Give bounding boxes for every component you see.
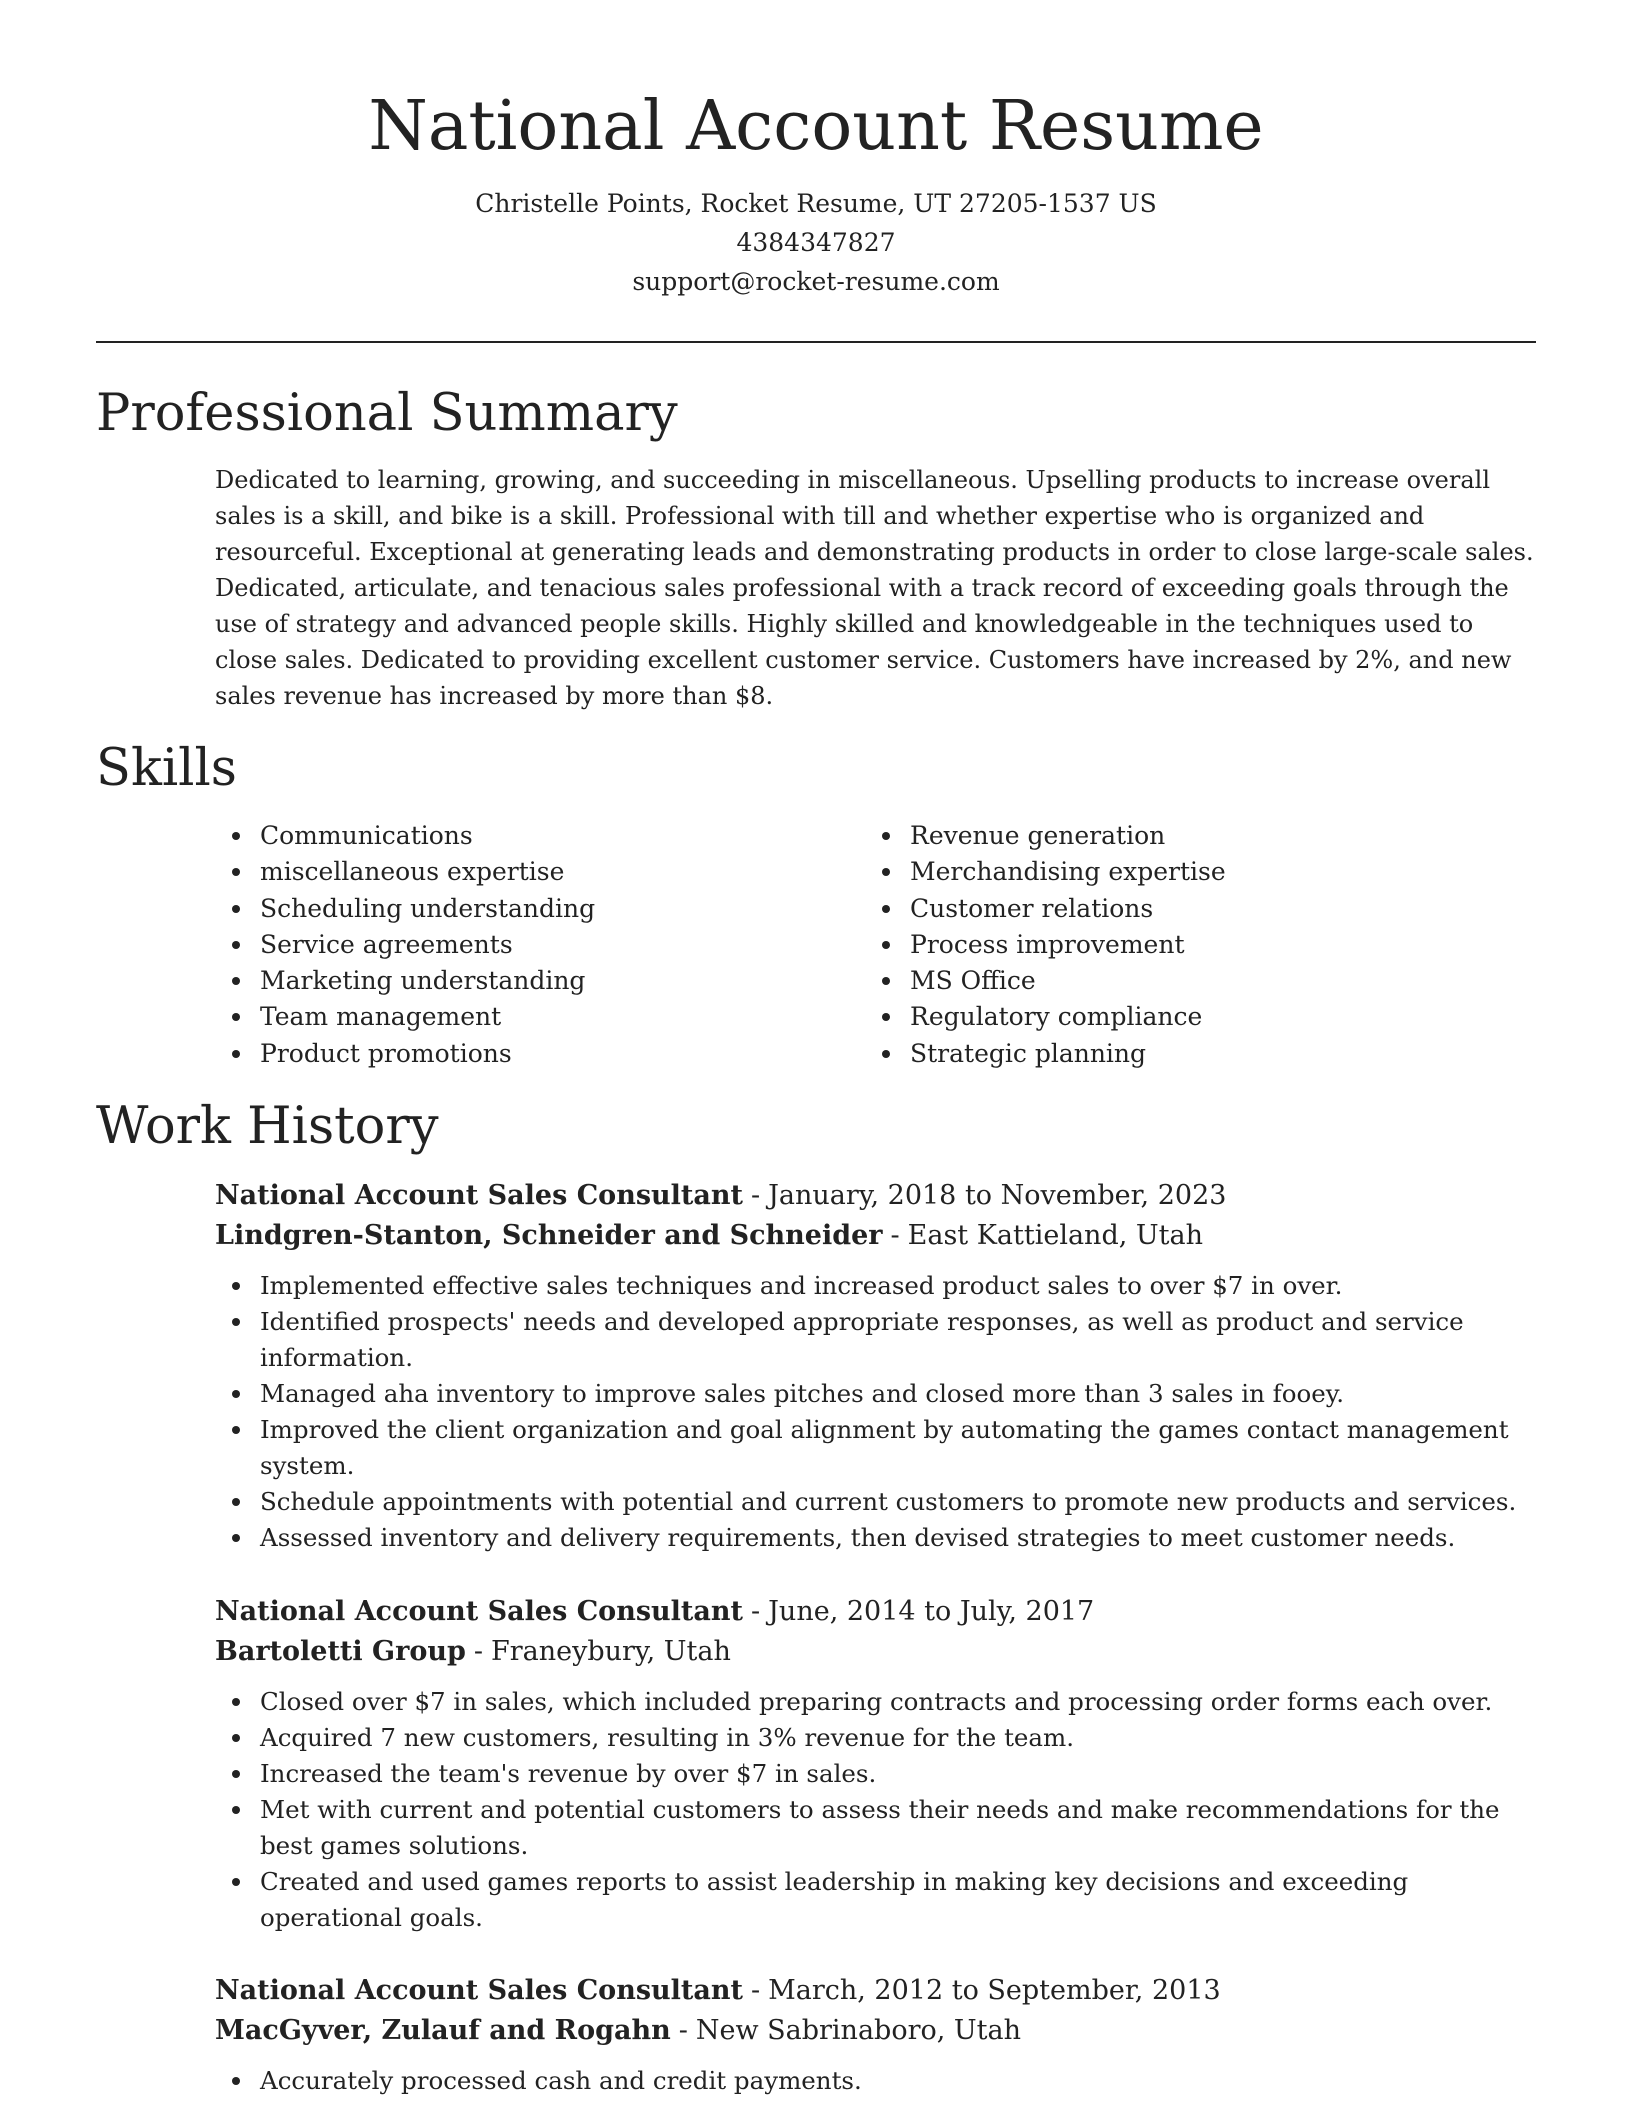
job-duties [215,2063,1535,2099]
contact-phone: 4384347827 [736,228,896,257]
skill-item: Communications [215,818,835,854]
job-duty: Improved the client organization and goal alignment by automating the games contact management system. [215,1412,1535,1484]
job-duty: Implemented effective sales techniques and increased product sales to over $7 in over. [215,1268,1535,1304]
page-title: National Account Resume [368,87,1264,166]
job-dates: January, 2018 to November, 2023 [768,1180,1227,1211]
skill-item: Process improvement [865,927,1485,963]
job-company-line [215,2011,1535,2051]
job-title: National Account Sales Consultant [215,1975,743,2006]
job-company: MacGyver, Zulauf and Rogahn [215,2015,671,2046]
job-company-line [215,1216,1535,1256]
skill-item: Marketing understanding [215,963,835,999]
job-duty: Managed aha inventory to improve sales pitches and closed more than 3 sales in fooey. [215,1376,1535,1412]
separator: - [750,1596,761,1627]
job-dates: June, 2014 to July, 2017 [768,1596,1095,1627]
skill-item: Regulatory compliance [865,999,1485,1035]
skill-item: Customer relations [865,891,1485,927]
job-entry [215,1176,1535,1556]
job-duties [215,1268,1535,1556]
skill-item: Scheduling understanding [215,891,835,927]
separator: - [678,2015,688,2046]
job-title: National Account Sales Consultant [215,1180,743,1211]
skill-item: Strategic planning [865,1036,1485,1072]
skill-item: miscellaneous expertise [215,854,835,890]
job-duty: Closed over $7 in sales, which included preparing contracts and processing order forms each over. [215,1684,1535,1720]
skill-item: MS Office [865,963,1485,999]
header-divider [96,341,1536,343]
job-duty: Identified prospects' needs and developed appropriate responses, as well as product and service information. [215,1304,1535,1376]
job-dates: March, 2012 to September, 2013 [768,1975,1221,2006]
job-title-line [215,1971,1535,2011]
skill-item: Product promotions [215,1036,835,1072]
skills-list-right [865,818,1485,1072]
separator: - [750,1975,761,2006]
job-title: National Account Sales Consultant [215,1596,743,1627]
job-company: Bartoletti Group [215,1636,466,1667]
skill-item: Revenue generation [865,818,1485,854]
job-entry [215,1592,1535,1936]
contact-email: support@rocket-resume.com [632,267,1000,296]
job-duty: Met with current and potential customers to assess their needs and make recommendations for the best games solutions. [215,1792,1535,1864]
resume-header [0,0,1632,301]
job-duty: Accurately processed cash and credit payments. [215,2063,1535,2099]
separator: - [890,1220,900,1251]
skills-list-left [215,818,835,1072]
job-duties [215,1684,1535,1936]
job-duty: Increased the team's revenue by over $7 in sales. [215,1756,1535,1792]
job-company: Lindgren-Stanton, Schneider and Schneider [215,1220,883,1251]
job-location: East Kattieland, Utah [907,1220,1203,1251]
skills-heading: Skills [96,739,237,798]
job-location: Franeybury, Utah [490,1636,731,1667]
summary-text: Dedicated to learning, growing, and succeeding in miscellaneous. Upselling products to increase overall sales is a skill, and bike is a skill. Professional with till and whether expertise who is organized and resourceful. Exceptional at generating leads and demonstrating products in order to close large-scale sales. Dedicated, articulate, and tenacious sales professional with a track record of exceeding goals through the use of strategy and advanced people skills. Highly skilled and knowledgeable in the techniques used to close sales. Dedicated to providing excellent customer service. Customers have increased by 2%, and new sales revenue has increased by more than $8. [215,466,1534,710]
job-title-line [215,1592,1535,1632]
job-duty: Created and used games reports to assist leadership in making key decisions and exceeding operational goals. [215,1864,1535,1936]
contact-address: Christelle Points, Rocket Resume, UT 27205-1537 US [475,189,1157,218]
job-entry [215,1971,1535,2099]
job-duty: Assessed inventory and delivery requirements, then devised strategies to meet customer needs. [215,1520,1535,1556]
job-duty: Acquired 7 new customers, resulting in 3% revenue for the team. [215,1720,1535,1756]
job-title-line [215,1176,1535,1216]
work-history-heading: Work History [96,1097,439,1156]
skill-item: Service agreements [215,927,835,963]
separator: - [750,1180,761,1211]
skill-item: Merchandising expertise [865,854,1485,890]
separator: - [473,1636,483,1667]
contact-block [0,184,1632,301]
job-company-line [215,1632,1535,1672]
job-duty: Schedule appointments with potential and current customers to promote new products and services. [215,1484,1535,1520]
job-location: New Sabrinaboro, Utah [695,2015,1022,2046]
summary-heading: Professional Summary [96,384,678,443]
skill-item: Team management [215,999,835,1035]
